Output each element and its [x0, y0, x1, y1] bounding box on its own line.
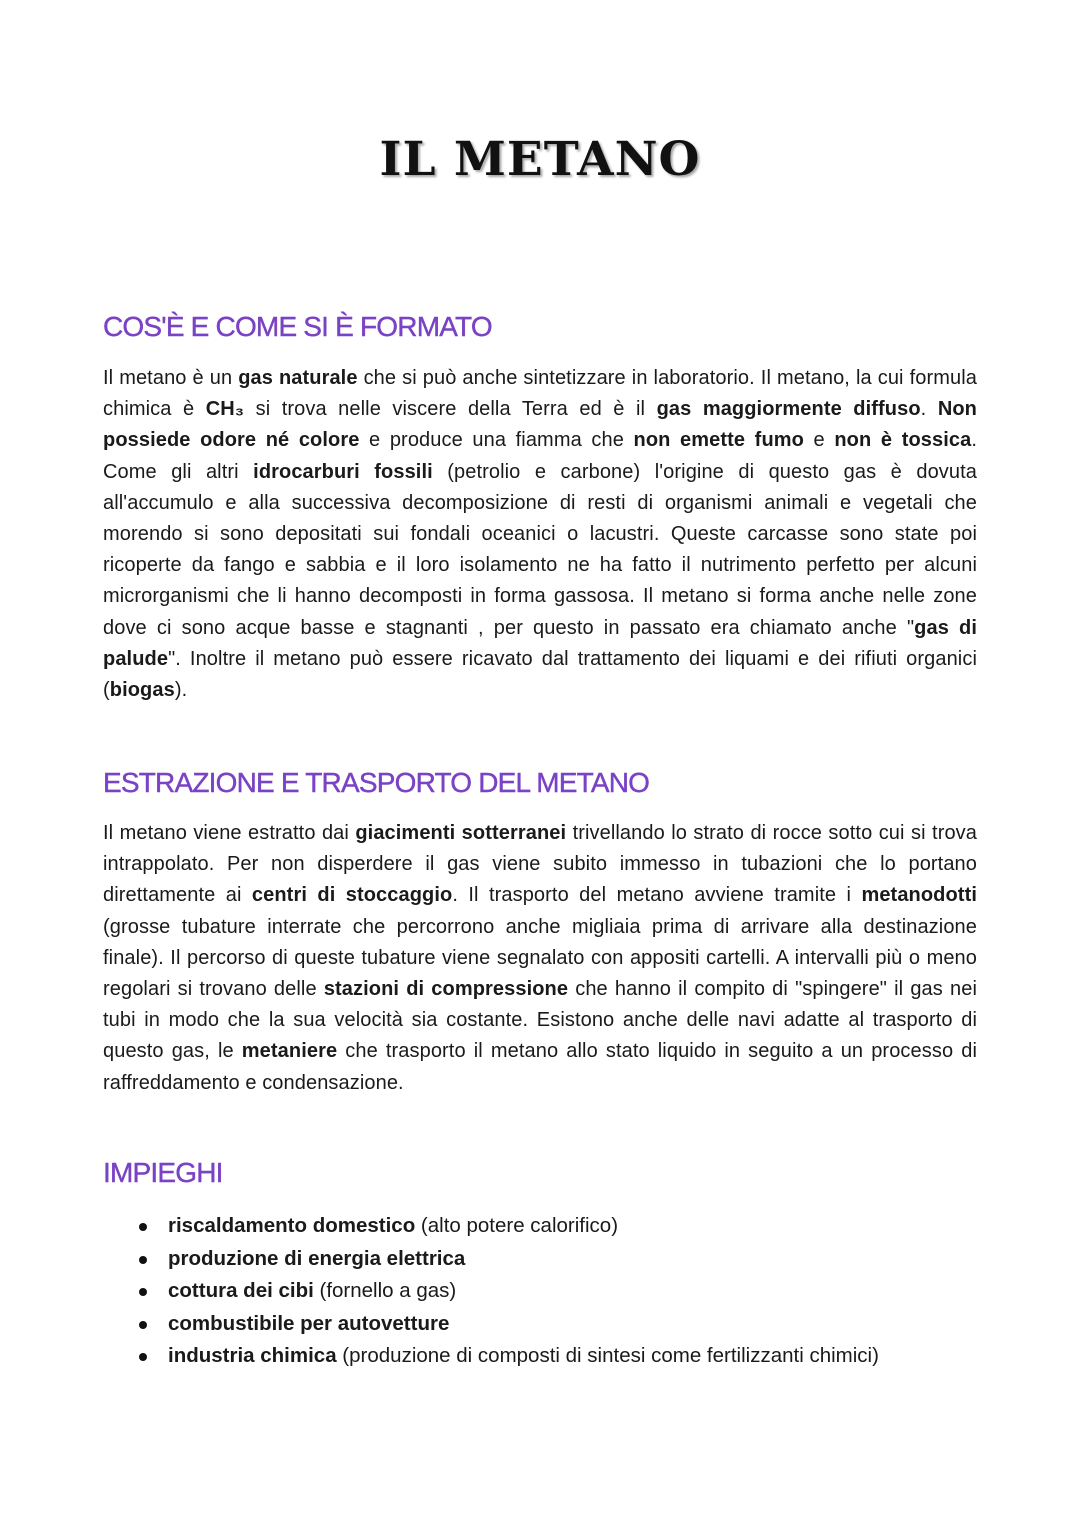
bold-term: gas maggiormente diffuso: [656, 398, 921, 421]
bold-term: biogas: [109, 679, 175, 702]
list-item: [103, 1210, 879, 1243]
bold-term: idrocarburi fossili: [253, 460, 433, 483]
bold-term: non emette fumo: [633, 429, 804, 452]
text-run: e produce una fiamma che: [359, 429, 634, 452]
text-run: ).: [174, 679, 188, 702]
section-heading-uses: IMPIEGHI: [103, 1157, 223, 1188]
text-run: e: [803, 429, 835, 452]
bold-term: centri di stoccaggio: [251, 884, 453, 907]
text-run: Il metano è un: [103, 367, 239, 389]
section-paragraph-formation: [103, 363, 977, 706]
list-item-detail: (produzione di composti di sintesi come fertilizzanti chimici): [336, 1344, 879, 1367]
bold-term: giacimenti sotterranei: [355, 822, 567, 844]
text-run: (petrolio e carbone) l'origine di questo gas è dovuta all'accumulo e alla successiva decomposizione di resti di organismi animali e vegetali che morendo si sono depositati sui fondali oceanici o lacustri. Queste carcasse sono state poi ricoperte da fango e sabbia e il loro isolamento ne ha fatto il nutrimento perfetto per alcuni microrganismi che li hanno decomposti in forma gassosa. Il metano si forma anche nelle zone dove ci sono acque basse e stagnanti , per questo in passato era chiamato anche ": [103, 460, 977, 639]
section-paragraph-extraction: [103, 818, 977, 1099]
bold-term: non è tossica: [834, 429, 972, 452]
list-item: [103, 1275, 879, 1308]
bullet-icon: [139, 1256, 147, 1264]
uses-list: [103, 1210, 879, 1373]
text-run: ". Inoltre il metano può essere ricavato dal trattamento dei liquami e dei rifiuti organici (: [103, 647, 977, 702]
list-item: [103, 1308, 879, 1341]
text-run: che si può anche sintetizzare in laboratorio. Il metano, la cui formula chimica è: [103, 367, 977, 421]
list-item-term: produzione di energia elettrica: [168, 1246, 466, 1270]
text-run: si trova nelle viscere della Terra ed è il: [244, 398, 657, 421]
text-run: che trasporto il metano allo stato liquido in seguito a un processo di raffreddamento e condensazione.: [103, 1040, 977, 1094]
bold-term: stazioni di compressione: [323, 978, 569, 1001]
text-run: trivellando lo strato di rocce sotto cui si trova intrappolato. Per non disperdere il gas viene subito immesso in tubazioni che lo portano direttamente ai: [103, 822, 977, 907]
list-item-detail: (alto potere calorifico): [415, 1214, 619, 1237]
bold-term: metaniere: [241, 1040, 338, 1063]
text-run: . Il trasporto del metano avviene tramite i: [452, 884, 862, 907]
list-item-detail: (fornello a gas): [313, 1279, 457, 1302]
bullet-icon: [139, 1321, 147, 1329]
list-item: [103, 1243, 879, 1276]
text-run: Il metano viene estratto dai: [103, 822, 356, 844]
list-item-term: cottura dei cibi: [168, 1279, 314, 1302]
list-item-term: combustibile per autovetture: [168, 1311, 450, 1335]
text-run: .: [920, 398, 938, 421]
bullet-icon: [139, 1353, 147, 1361]
list-item-term: industria chimica: [168, 1344, 337, 1367]
list-item-term: riscaldamento domestico: [168, 1214, 416, 1237]
bullet-icon: [139, 1223, 147, 1231]
bold-term: Non possiede odore né colore: [103, 398, 977, 452]
bold-term: metanodotti: [861, 884, 977, 907]
text-run: che hanno il compito di "spingere" il gas nei tubi in modo che la sua velocità sia costante. Esistono anche delle navi adatte al trasporto di questo gas, le: [103, 978, 977, 1063]
bold-term: gas di palude: [103, 616, 977, 670]
list-item: [103, 1340, 879, 1373]
section-heading-formation: COS'È E COME SI È FORMATO: [103, 311, 492, 342]
section-heading-extraction: ESTRAZIONE E TRASPORTO DEL METANO: [103, 767, 650, 798]
text-run: . Come gli altri: [103, 429, 977, 483]
bold-term: CH₃: [205, 398, 245, 421]
page-title: IL METANO: [379, 132, 701, 187]
text-run: (grosse tubature interrate che percorrono anche migliaia prima di arrivare alla destinazione finale). Il percorso di queste tubature viene segnalato con appositi cartelli. A intervalli più o meno regolari si trovano delle: [103, 915, 977, 1001]
bullet-icon: [139, 1288, 147, 1296]
bold-term: gas naturale: [238, 367, 358, 389]
